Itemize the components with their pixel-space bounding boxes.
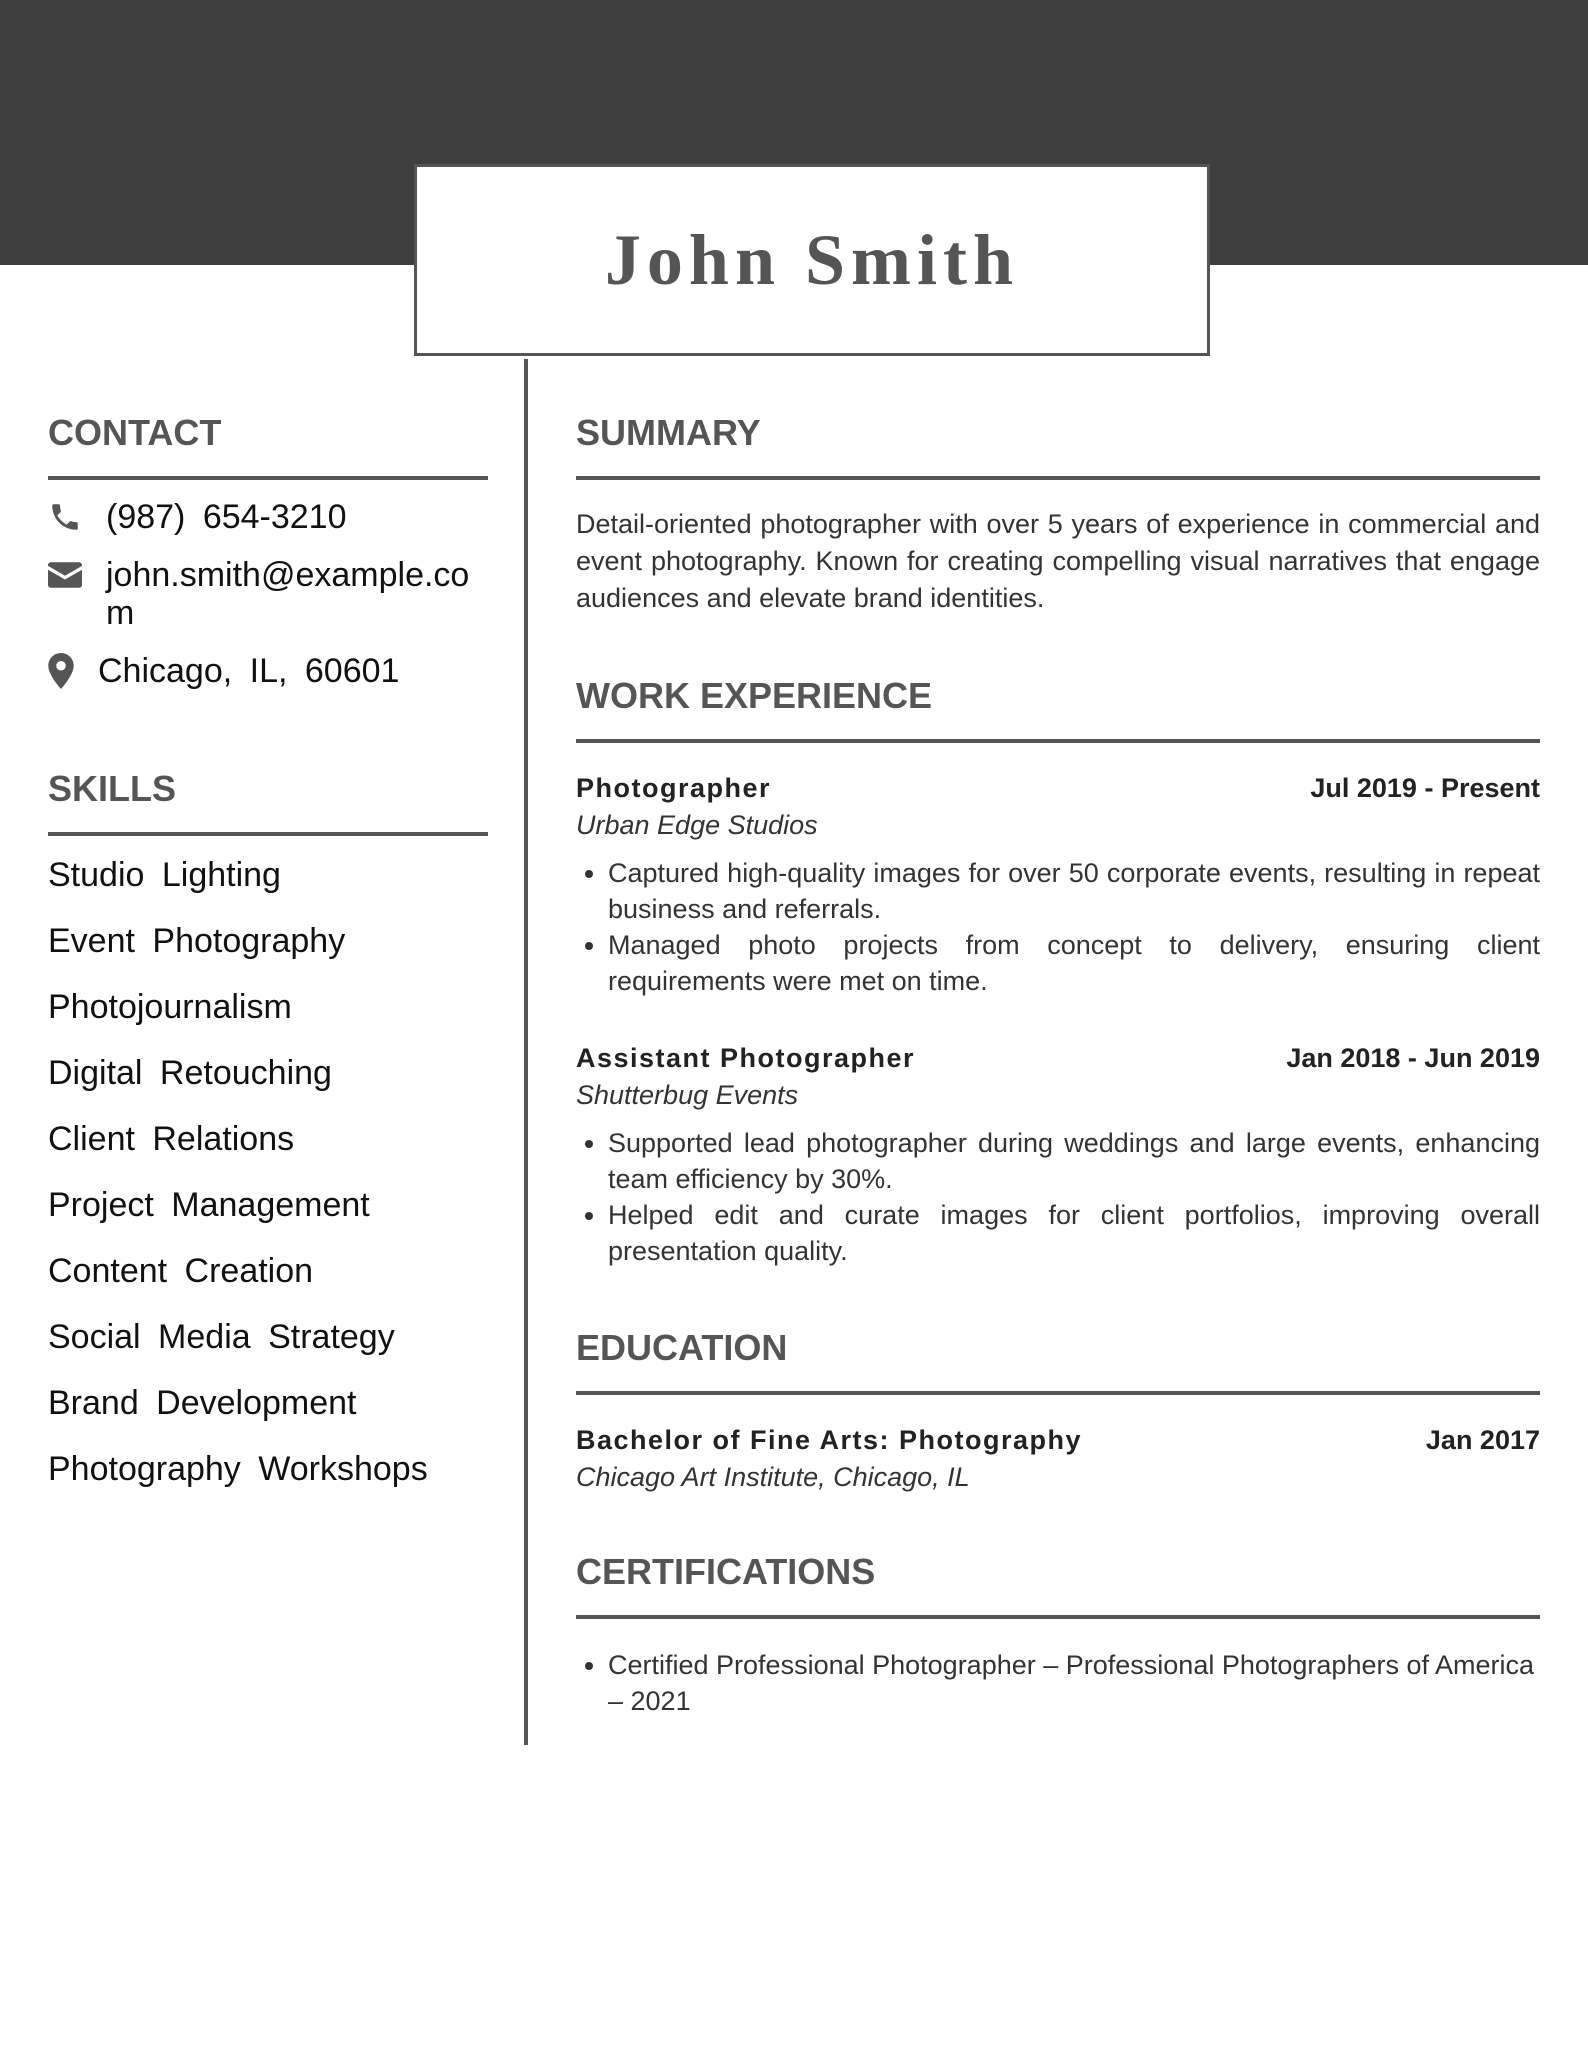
certification-item: • Certified Professional Photographer – Professional Photographers of America – 2021: [608, 1647, 1540, 1719]
skill-item: Social Media Strategy: [48, 1318, 395, 1356]
job-company: Shutterbug Events: [576, 1080, 799, 1110]
job-entry: [576, 1043, 1540, 1269]
job-bullet: • Supported lead photographer during weddings and large events, enhancing team efficiency by 30%.: [608, 1125, 1540, 1197]
contact-heading: CONTACT: [48, 412, 488, 480]
contact-location: [48, 652, 488, 690]
envelope-icon: [48, 556, 106, 594]
job-title: Assistant Photographer: [576, 1043, 916, 1073]
work-experience-heading: WORK EXPERIENCE: [576, 675, 1540, 743]
education-date: Jan 2017: [1425, 1425, 1540, 1455]
column-divider: [524, 359, 528, 1745]
job-bullets: [576, 1125, 1540, 1269]
summary-text: Detail-oriented photographer with over 5 years of experience in commercial and event photography. Known for creating compelling visual narratives that engage audiences and elevate brand identities.: [576, 509, 1540, 613]
skill-item: Project Management: [48, 1186, 370, 1224]
phone-value[interactable]: (987) 654-3210: [106, 498, 347, 536]
school-name: Chicago Art Institute, Chicago, IL: [576, 1462, 970, 1492]
contact-email: [48, 556, 488, 632]
contact-list: [48, 498, 488, 690]
skill-item: Brand Development: [48, 1384, 357, 1422]
job-bullet: • Managed photo projects from concept to delivery, ensuring client requirements were met on time.: [608, 927, 1540, 999]
job-bullets: [576, 855, 1540, 999]
education-heading: EDUCATION: [576, 1327, 1540, 1395]
skills-list: [48, 842, 488, 1502]
right-column: [576, 412, 1540, 1719]
skill-item: Photography Workshops: [48, 1450, 428, 1488]
skill-item: Studio Lighting: [48, 856, 281, 894]
candidate-name: John Smith: [604, 219, 1020, 300]
skills-heading: SKILLS: [48, 768, 488, 836]
degree-title: Bachelor of Fine Arts: Photography: [576, 1425, 1083, 1455]
job-entry: [576, 773, 1540, 999]
email-value[interactable]: john.smith@example.com: [106, 556, 470, 632]
location-value: Chicago, IL, 60601: [98, 652, 400, 690]
education-section: [576, 1327, 1540, 1493]
job-dates: Jul 2019 - Present: [1310, 773, 1540, 803]
education-entry: [576, 1425, 1540, 1493]
skill-item: Digital Retouching: [48, 1054, 332, 1092]
name-box: [414, 164, 1210, 356]
job-company: Urban Edge Studios: [576, 810, 818, 840]
certification-list: [576, 1647, 1540, 1719]
summary-heading: SUMMARY: [576, 412, 1540, 480]
left-column: [48, 412, 488, 1502]
job-dates: Jan 2018 - Jun 2019: [1286, 1043, 1540, 1073]
phone-icon: [48, 498, 106, 536]
job-title: Photographer: [576, 773, 772, 803]
skill-item: Photojournalism: [48, 988, 292, 1026]
contact-phone: [48, 498, 488, 536]
skill-item: Client Relations: [48, 1120, 295, 1158]
skill-item: Event Photography: [48, 922, 346, 960]
skill-item: Content Creation: [48, 1252, 314, 1290]
job-bullet: • Captured high-quality images for over 50 corporate events, resulting in repeat business and referrals.: [608, 855, 1540, 927]
certifications-section: [576, 1551, 1540, 1719]
certifications-heading: CERTIFICATIONS: [576, 1551, 1540, 1619]
work-experience-section: [576, 675, 1540, 1269]
job-bullet: • Helped edit and curate images for client portfolios, improving overall presentation quality.: [608, 1197, 1540, 1269]
map-pin-icon: [48, 652, 98, 690]
